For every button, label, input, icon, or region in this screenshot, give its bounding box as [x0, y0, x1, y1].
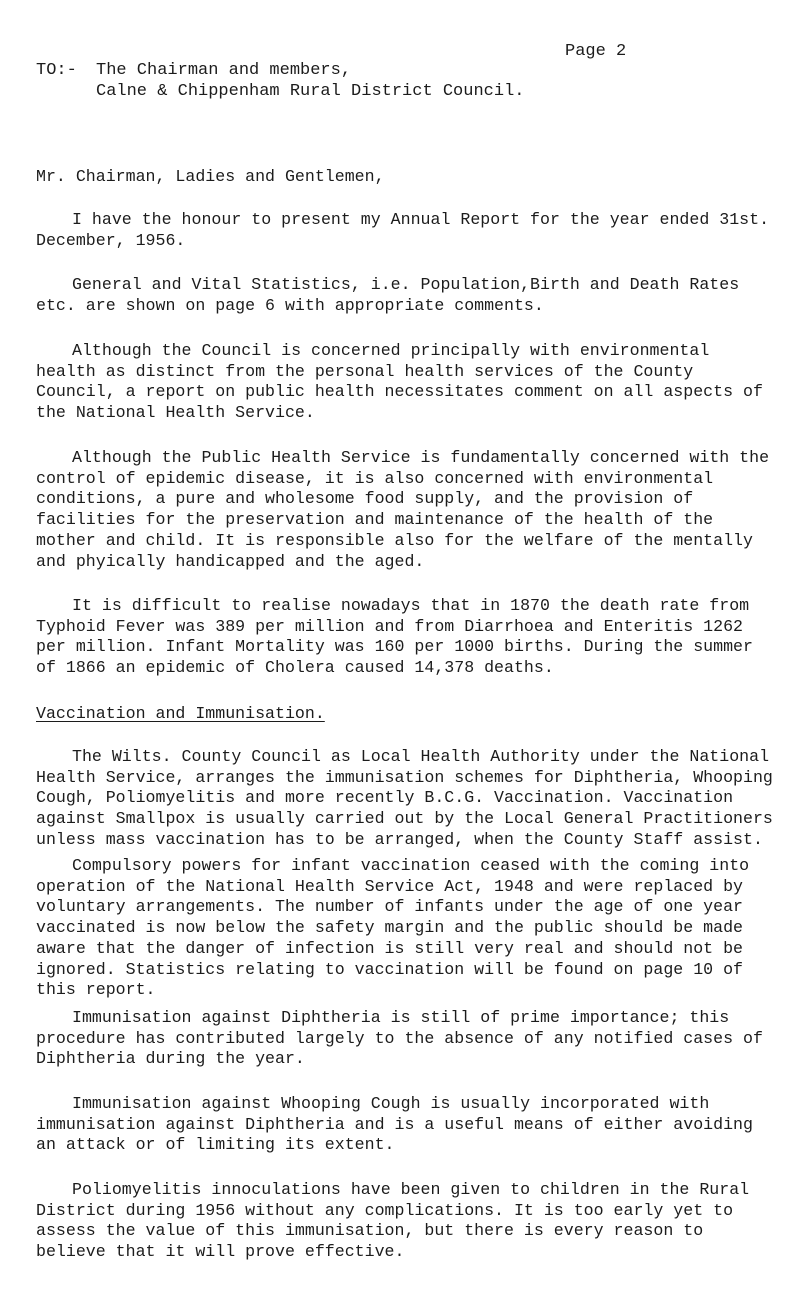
- paragraph-immunisation-schemes: The Wilts. County Council as Local Health Authority under the National Health Service, arranges the immunisation schemes for Diphtheria, Whooping Cough, Poliomyelitis and more recently B.C.G. Vaccination. Vaccination against Smallpox is usually carried out by the Local General Practitioners unless mass vaccination has to be arranged, when the County Staff assist.: [36, 747, 783, 849]
- paragraph-compulsory-powers: Compulsory powers for infant vaccination ceased with the coming into operation of the National Health Service Act, 1948 and were replaced by voluntary arrangements. The number of infants under the age of one year vaccinated is now below the safety margin and the public should be made aware that the danger of infection is still very real and should not be ignored. Statistics relating to vaccination will be found on page 10 of this report.: [36, 856, 760, 1000]
- paragraph-diphtheria: Immunisation against Diphtheria is still of prime importance; this procedure has contributed largely to the absence of any notified cases of Diphtheria during the year.: [36, 1008, 773, 1069]
- paragraph-statistics: General and Vital Statistics, i.e. Population,Birth and Death Rates etc. are shown on page 6 with appropriate comments.: [36, 275, 750, 315]
- page-number: Page 2: [565, 42, 627, 61]
- addressee-line-2: Calne & Chippenham Rural District Council.: [96, 82, 525, 101]
- paragraph-public-health-service: Although the Public Health Service is fundamentally concerned with the control of epidemic disease, it is also concerned with environmental conditions, a pure and wholesome food supply, and the provision of facilities for the preservation and maintenance of the health of the mother and child. It is responsible also for the welfare of the mentally and phyically handicapped and the aged.: [36, 448, 780, 571]
- paragraph-annual-report: I have the honour to present my Annual Report for the year ended 31st. December, 1956.: [36, 210, 780, 250]
- addressee-label: TO:-: [36, 61, 77, 80]
- salutation: Mr. Chairman, Ladies and Gentlemen,: [36, 167, 385, 186]
- paragraph-whooping-cough: Immunisation against Whooping Cough is usually incorporated with immunisation against Diphtheria and is a useful means of either avoiding an attack or of limiting its extent.: [36, 1094, 763, 1155]
- paragraph-historical-rates: It is difficult to realise nowadays that in 1870 the death rate from Typhoid Fever was 389 per million and from Diarrhoea and Enteritis 1262 per million. Infant Mortality was 160 per 1000 births. During the summer of 1866 an epidemic of Cholera caused 14,378 deaths.: [36, 596, 763, 678]
- paragraph-environmental-health: Although the Council is concerned principally with environmental health as distinct from the personal health services of the County Council, a report on public health necessitates comment on all aspects of the National Health Service.: [36, 341, 773, 423]
- addressee-line-1: The Chairman and members,: [96, 61, 352, 80]
- section-heading-vaccination: Vaccination and Immunisation.: [36, 704, 325, 723]
- paragraph-poliomyelitis: Poliomyelitis innoculations have been given to children in the Rural District during 1956 without any complications. It is too early yet to assess the value of this immunisation, but there is every reason to believe that it will prove effective.: [36, 1180, 760, 1262]
